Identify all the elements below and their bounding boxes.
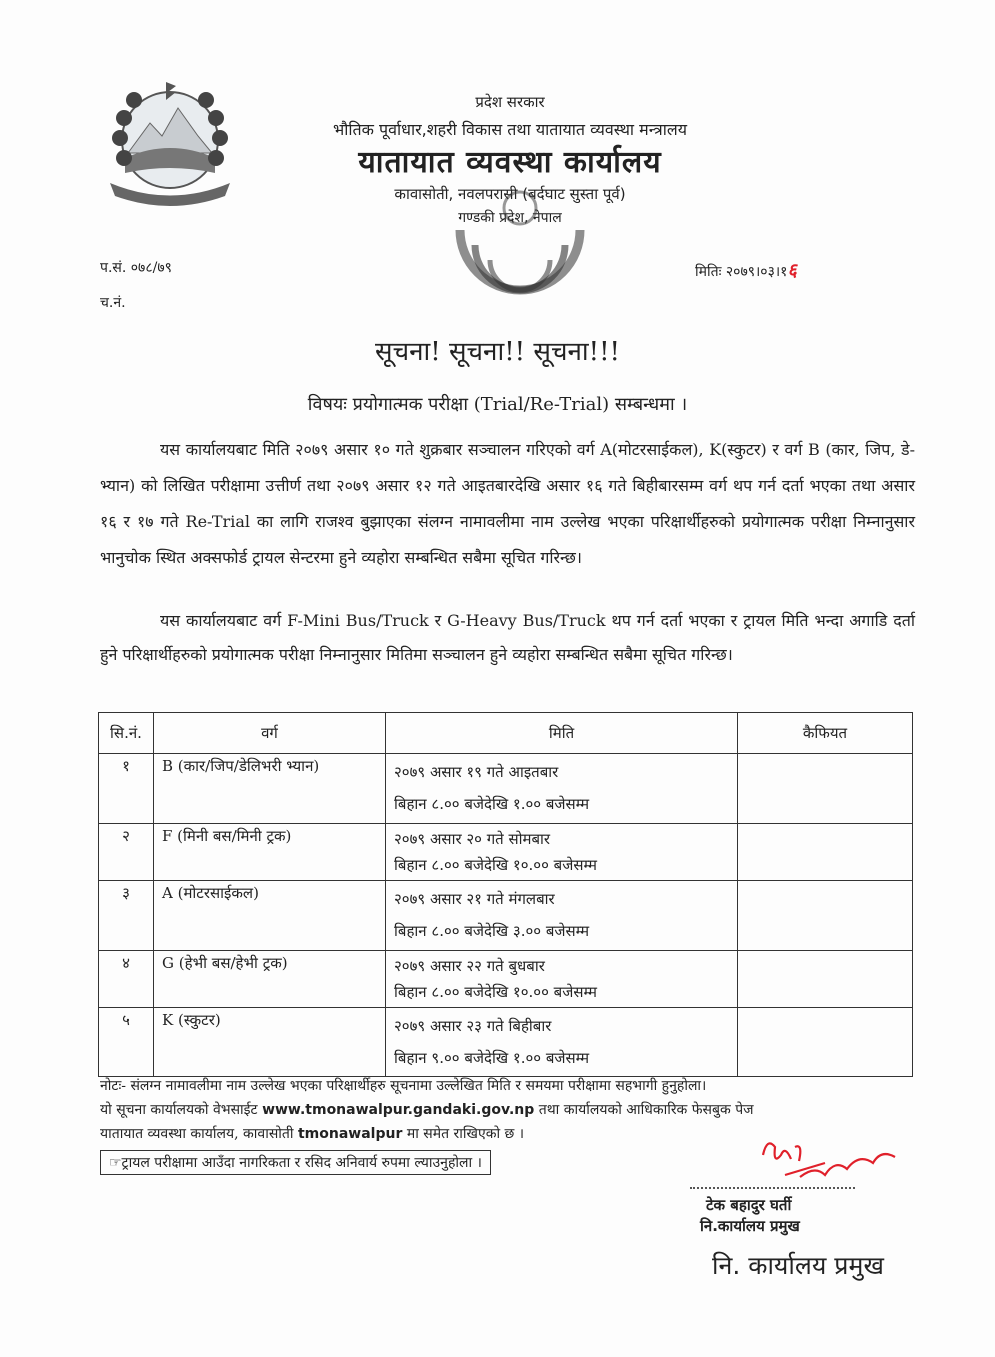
cell-remarks — [738, 1008, 913, 1077]
table-row — [99, 754, 913, 824]
note-text: तथा कार्यालयको आधिकारिक फेसबुक पेज — [534, 1102, 754, 1118]
cell-serial: ४ — [99, 951, 154, 1008]
office-province: गण्डकी प्रदेश, नेपाल — [458, 210, 562, 226]
cell-date-time: बिहान ९.०० बजेदेखि १.०० बजेसम्म — [394, 1049, 590, 1067]
cell-date — [386, 951, 738, 1008]
table-row — [99, 1008, 913, 1077]
handwritten-signature — [755, 1135, 915, 1195]
notice-date — [695, 258, 797, 282]
nepal-emblem-logo — [100, 78, 240, 213]
date-handwritten-digit: ६ — [787, 260, 797, 281]
cell-remarks — [738, 951, 913, 1008]
trial-schedule-table — [98, 712, 913, 1077]
cell-date-day: २०७९ असार २० गते सोमबार — [394, 830, 551, 848]
table-row — [99, 881, 913, 951]
notice-subject: विषयः प्रयोगात्मक परीक्षा (Trial/Re-Trial) सम्बन्धमा । — [307, 394, 688, 415]
facebook-page-name: tmonawalpur — [297, 1126, 403, 1142]
header-remarks: कैफियत — [738, 713, 913, 754]
body-paragraph-2: यस कार्यालयबाट वर्ग F-Mini Bus/Truck र G-Heavy Bus/Truck थप गर्न दर्ता भएका र ट्रायल मिति भन्दा अगाडि दर्ता हुने परिक्षार्थीहरुको प्रयोगात्मक परीक्षा निम्नानुसार मितिमा सञ्चालन हुने व्यहोरा सम्बन्धित सबैमा सूचित गरिन्छ। — [100, 611, 915, 664]
table-row — [99, 951, 913, 1008]
header-serial: सि.नं. — [99, 713, 154, 754]
signatory-name: टेक बहादुर घर्ती — [706, 1196, 792, 1214]
note-text: मा समेत राखिएको छ । — [402, 1126, 525, 1142]
office-name: यातायात व्यवस्था कार्यालय — [358, 145, 662, 180]
cell-date-day: २०७९ असार २३ गते बिहीबार — [394, 1017, 552, 1035]
date-label: मितिः २०७९।०३।१ — [695, 264, 788, 280]
table-row — [99, 824, 913, 881]
note-line-1: नोटः- संलग्न नामावलीमा नाम उल्लेख भएका परिक्षार्थीहरु सूचनामा उल्लेखित मिति र समयमा परीक्षामा सहभागी हुनुहोला। — [100, 1078, 707, 1094]
cell-category: F (मिनी बस/मिनी ट्रक) — [154, 824, 386, 881]
cell-remarks — [738, 754, 913, 824]
table-header-row — [99, 713, 913, 754]
website-link[interactable]: www.tmonawalpur.gandaki.gov.np — [262, 1102, 535, 1118]
header-category: वर्ग — [154, 713, 386, 754]
cell-category: A (मोटरसाईकल) — [154, 881, 386, 951]
cell-date — [386, 1008, 738, 1077]
cell-date — [386, 881, 738, 951]
header-date: मिति — [386, 713, 738, 754]
dispatch-number: च.नं. — [100, 295, 126, 311]
designation-seal: नि. कार्यालय प्रमुख — [712, 1251, 884, 1280]
cell-remarks — [738, 881, 913, 951]
government-label: प्रदेश सरकार — [475, 93, 545, 111]
ministry-name: भौतिक पूर्वाधार,शहरी विकास तथा यातायात व्यवस्था मन्त्रालय — [332, 120, 688, 139]
body-paragraph-1: यस कार्यालयबाट मिति २०७९ असार १० गते शुक्रबार सञ्चालन गरिएको वर्ग A(मोटरसाईकल), K(स्कुटर) र वर्ग B (कार, जिप, डे-भ्यान) को लिखित परीक्षामा उत्तीर्ण तथा २०७९ असार १२ गते आइतबारदेखि असार १६ गते बिहीबारसम्म वर्ग थप गर्न दर्ता भएका तथा असार १६ र १७ गते Re-Trial का लागि राजश्व बुझाएका संलग्न नामावलीमा नाम उल्लेख भएका परिक्षार्थीहरुको प्रयोगात्मक परीक्षा निम्नानुसार भानुचोक स्थित अक्सफोर्ड ट्रायल सेन्टरमा हुने व्यहोरा सम्बन्धित सबैमा सूचित गरिन्छ। — [100, 440, 915, 567]
cell-date-time: बिहान ८.०० बजेदेखि १.०० बजेसम्म — [394, 795, 590, 813]
cell-category: G (हेभी बस/हेभी ट्रक) — [154, 951, 386, 1008]
cell-date-day: २०७९ असार १९ गते आइतबार — [394, 763, 559, 781]
cell-serial: १ — [99, 754, 154, 824]
cell-serial: ५ — [99, 1008, 154, 1077]
cell-serial: ३ — [99, 881, 154, 951]
signature-line — [690, 1187, 855, 1189]
cell-serial: २ — [99, 824, 154, 881]
cell-date-day: २०७९ असार २२ गते बुधबार — [394, 957, 545, 975]
cell-date-day: २०७९ असार २१ गते मंगलबार — [394, 890, 555, 908]
notice-title: सूचना! सूचना!! सूचना!!! — [375, 337, 620, 367]
cell-category: B (कार/जिप/डेलिभरी भ्यान) — [154, 754, 386, 824]
cell-date-time: बिहान ८.०० बजेदेखि ३.०० बजेसम्म — [394, 922, 590, 940]
cell-date-time: बिहान ८.०० बजेदेखि १०.०० बजेसम्म — [394, 983, 597, 1001]
cell-category: K (स्कुटर) — [154, 1008, 386, 1077]
cell-remarks — [738, 824, 913, 881]
signatory-designation: नि.कार्यालय प्रमुख — [700, 1217, 800, 1235]
office-address: कावासोती, नवलपरासी (बर्दघाट सुस्ता पूर्व) — [394, 185, 626, 203]
reference-number: प.सं. ०७८/७९ — [100, 260, 172, 276]
reminder-box: ☞ट्रायल परीक्षामा आउँदा नागरिकता र रसिद अनिवार्य रुपमा ल्याउनुहोला । — [100, 1150, 491, 1175]
note-line-2 — [100, 1098, 915, 1122]
cell-date — [386, 824, 738, 881]
note-text: यो सूचना कार्यालयको वेभसाईट — [100, 1102, 263, 1118]
cell-date — [386, 754, 738, 824]
cell-date-time: बिहान ८.०० बजेदेखि १०.०० बजेसम्म — [394, 856, 597, 874]
note-text: यातायात व्यवस्था कार्यालय, कावासोती — [100, 1126, 298, 1142]
office-stamp — [440, 190, 600, 320]
